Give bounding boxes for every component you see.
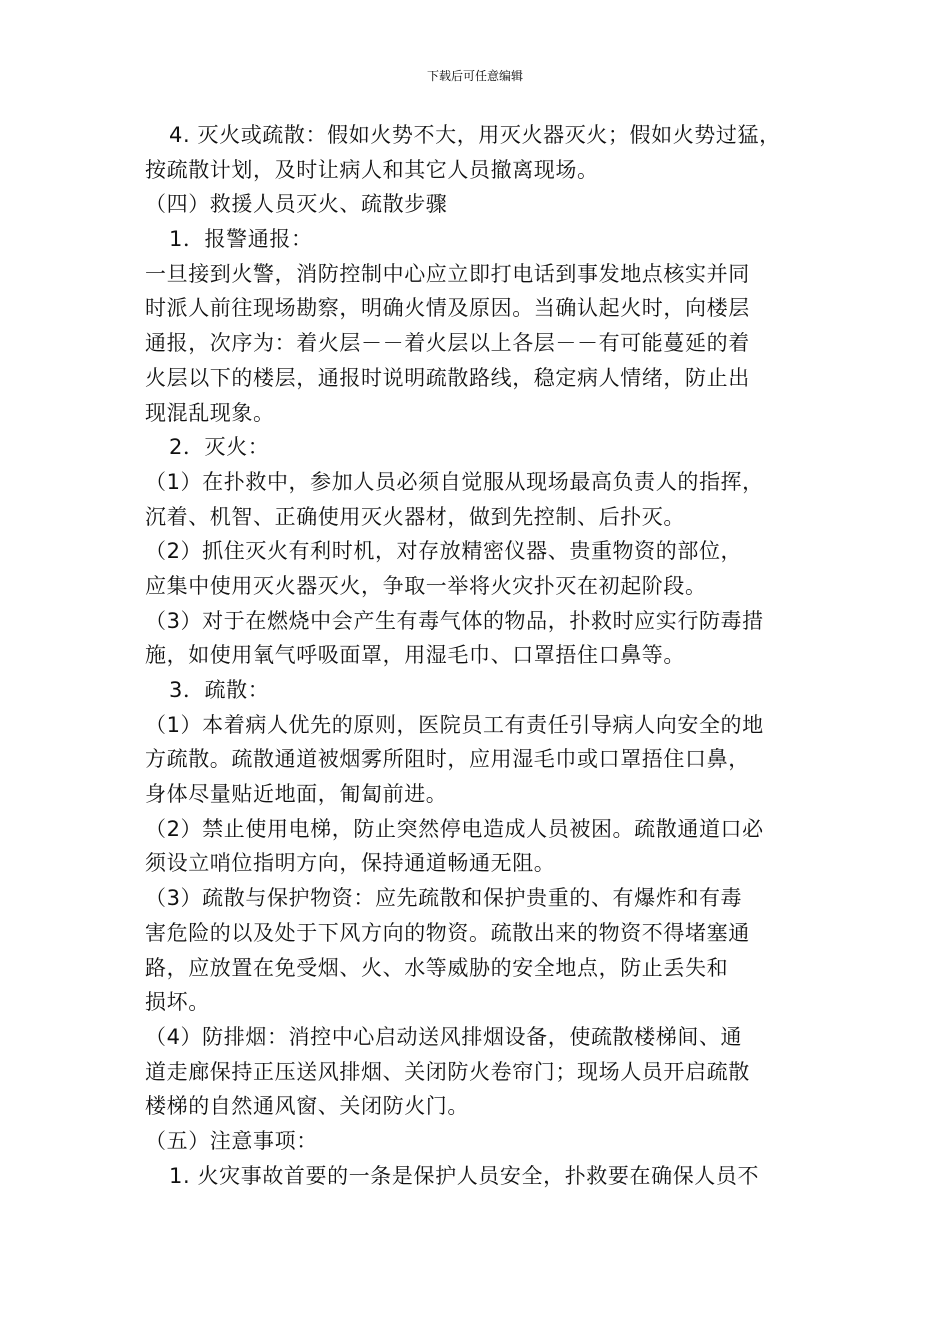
paragraph-line: （1）在扑救中，参加人员必须自觉服从现场最高负责人的指挥， [145,469,764,494]
paragraph-line: 应集中使用灭火器灭火，争取一举将火灾扑灭在初起阶段。 [145,573,707,598]
paragraph-line: 害危险的以及处于下风方向的物资。疏散出来的物资不得堵塞通 [145,920,750,945]
page-header: 下载后可任意编辑 [426,69,523,83]
paragraph-line: 须设立哨位指明方向，保持通道畅通无阻。 [145,851,556,876]
paragraph-line: 损坏。 [145,990,210,1015]
paragraph-line: 1. 火灾事故首要的一条是保护人员安全，扑救要在确保人员不 [169,1163,760,1188]
paragraph-line: 时派人前往现场勘察，明确火情及原因。当确认起火时，向楼层 [145,296,750,321]
paragraph-line: 路，应放置在免受烟、火、水等威胁的安全地点，防止丢失和 [145,955,729,980]
paragraph-line: 按疏散计划，及时让病人和其它人员撤离现场。 [145,157,599,182]
paragraph-line: （4）防排烟：消控中心启动送风排烟设备，使疏散楼梯间、通 [145,1024,743,1049]
document-body [145,118,810,1193]
paragraph-line: （1）本着病人优先的原则，医院员工有责任引导病人向安全的地 [145,712,764,737]
paragraph-line: （2）抓住灭火有利时机，对存放精密仪器、贵重物资的部位， [145,539,743,564]
paragraph-line: 方疏散。疏散通道被烟雾所阻时，应用湿毛巾或口罩捂住口鼻， [145,747,750,772]
paragraph-line: 楼梯的自然通风窗、关闭防火门。 [145,1094,469,1119]
paragraph-line: 身体尽量贴近地面，匍匐前进。 [145,782,448,807]
paragraph-line: （3）疏散与保护物资：应先疏散和保护贵重的、有爆炸和有毒 [145,886,743,911]
paragraph-line: （2）禁止使用电梯，防止突然停电造成人员被困。疏散通道口必 [145,816,764,841]
subsection-heading: 1．报警通报： [169,227,313,252]
paragraph-line: 火层以下的楼层，通报时说明疏散路线，稳定病人情绪，防止出 [145,365,750,390]
paragraph-line: 现混乱现象。 [145,400,275,425]
paragraph-line: 沉着、机智、正确使用灭火器材，做到先控制、后扑灭。 [145,504,685,529]
paragraph-line: 道走廊保持正压送风排烟、关闭防火卷帘门；现场人员开启疏散 [145,1059,750,1084]
paragraph-line: 4. 灭火或疏散：假如火势不大，用灭火器灭火；假如火势过猛， [169,123,781,147]
subsection-heading: 2．灭火： [169,435,270,460]
paragraph-line: 通报，次序为：着火层－－着火层以上各层－－有可能蔓延的着 [145,331,750,356]
section-heading: （四）救援人员灭火、疏散步骤 [145,192,448,217]
section-heading: （五）注意事项： [145,1128,318,1153]
paragraph-line: 一旦接到火警，消防控制中心应立即打电话到事发地点核实并同 [145,261,750,286]
paragraph-line: 施，如使用氧气呼吸面罩，用湿毛巾、口罩捂住口鼻等。 [145,643,685,668]
paragraph-line: （3）对于在燃烧中会产生有毒气体的物品，扑救时应实行防毒措 [145,608,764,633]
subsection-heading: 3．疏散： [169,678,270,702]
